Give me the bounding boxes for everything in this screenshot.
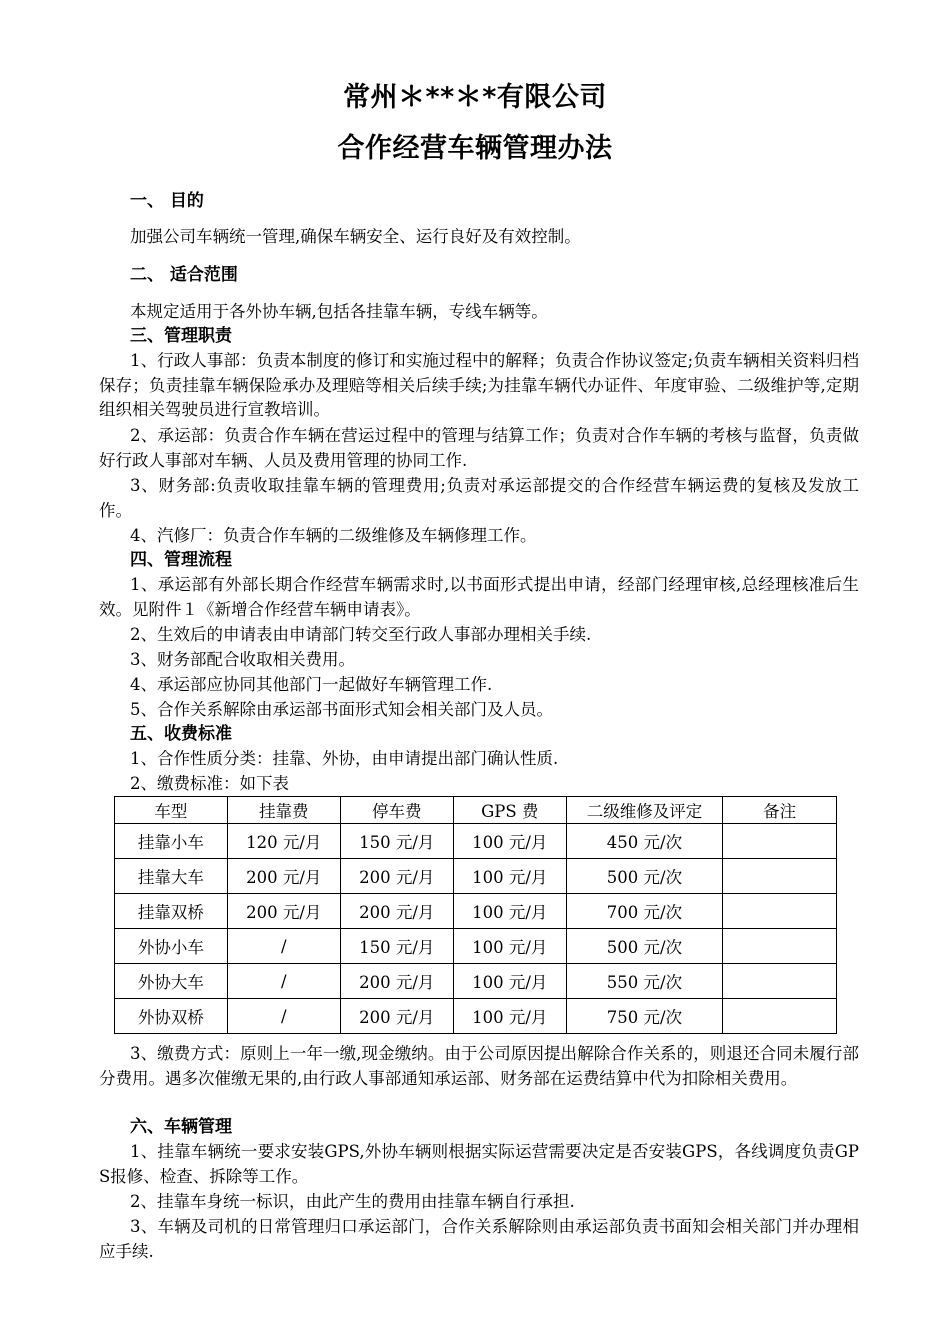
purpose-text: 加强公司车辆统一管理,确保车辆安全、运行良好及有效控制。 [130, 227, 581, 246]
table-cell: 150 元/月 [340, 929, 453, 964]
table-cell: 150 元/月 [340, 824, 453, 859]
table-cell: 200 元/月 [340, 859, 453, 894]
section-heading-vehicle-management: 六、车辆管理 [130, 1117, 232, 1137]
table-row [115, 894, 837, 929]
table-cell: / [227, 964, 340, 999]
table-cell: 外协双桥 [115, 999, 228, 1034]
vehicle-gps-rule: 1、挂靠车辆统一要求安装GPS,外协车辆则根据实际运营需要决定是否安装GPS，各线调度负责GPS报修、检查、拆除等工作。 [99, 1142, 859, 1186]
section-heading-purpose: 一、 目的 [130, 191, 204, 211]
process-step-2: 2、生效后的申请表由申请部门转交至行政人事部办理相关手续. [130, 625, 592, 644]
fee-table-header-row [115, 797, 837, 824]
table-cell: 100 元/月 [453, 929, 566, 964]
table-cell: 500 元/次 [566, 859, 722, 894]
table-cell: 200 元/月 [340, 964, 453, 999]
table-cell: 外协大车 [115, 964, 228, 999]
table-row [115, 824, 837, 859]
company-name: 常州＊**＊*有限公司 [343, 82, 607, 113]
table-cell: 750 元/次 [566, 999, 722, 1034]
header-vehicle-type: 车型 [115, 797, 228, 824]
process-step-4: 4、承运部应协同其他部门一起做好车辆管理工作. [130, 675, 493, 694]
table-cell [723, 859, 837, 894]
responsibility-garage: 4、汽修厂：负责合作车辆的二级维修及车辆修理工作。 [130, 526, 537, 545]
table-row [115, 999, 837, 1034]
section-heading-scope: 二、 适合范围 [130, 265, 238, 285]
table-cell [723, 964, 837, 999]
table-cell: 200 元/月 [227, 859, 340, 894]
payment-method: 3、缴费方式：原则上一年一缴,现金缴纳。由于公司原因提出解除合作关系的，则退还合同未履行部分费用。遇多次催缴无果的,由行政人事部通知承运部、财务部在运费结算中代为扣除相关费用。 [99, 1044, 859, 1088]
responsibility-finance: 3、财务部:负责收取挂靠车辆的管理费用;负责对承运部提交的合作经营车辆运费的复核及发放工作。 [99, 476, 859, 520]
document-title: 合作经营车辆管理办法 [337, 133, 613, 164]
table-cell: 450 元/次 [566, 824, 722, 859]
header-gps-fee: GPS 费 [453, 797, 566, 824]
vehicle-marking-rule: 2、挂靠车身统一标识，由此产生的费用由挂靠车辆自行承担. [130, 1192, 575, 1211]
section-heading-fees: 五、收费标准 [130, 724, 232, 744]
process-step-5: 5、合作关系解除由承运部书面形式知会相关部门及人员。 [130, 700, 553, 719]
table-cell: 100 元/月 [453, 894, 566, 929]
table-cell: 挂靠小车 [115, 824, 228, 859]
table-cell [723, 999, 837, 1034]
table-cell: 100 元/月 [453, 859, 566, 894]
responsibility-hr: 1、行政人事部：负责本制度的修订和实施过程中的解释；负责合作协议签定;负责车辆相关资料归档保存；负责挂靠车辆保险承办及理赔等相关后续手续;为挂靠车辆代办证件、年度审验、二级维护等,定期组织相关驾驶员进行宣教培训。 [99, 351, 859, 420]
table-cell: 100 元/月 [453, 824, 566, 859]
table-cell: 200 元/月 [340, 999, 453, 1034]
header-remarks: 备注 [723, 797, 837, 824]
section-heading-process: 四、管理流程 [130, 550, 232, 570]
header-parking-fee: 停车费 [340, 797, 453, 824]
fee-table [114, 796, 837, 1034]
table-cell: 500 元/次 [566, 929, 722, 964]
table-row [115, 859, 837, 894]
process-step-3: 3、财务部配合收取相关费用。 [130, 650, 355, 669]
table-cell: 200 元/月 [340, 894, 453, 929]
table-cell: 200 元/月 [227, 894, 340, 929]
table-cell: 挂靠双桥 [115, 894, 228, 929]
table-row [115, 964, 837, 999]
table-cell [723, 929, 837, 964]
vehicle-daily-management: 3、车辆及司机的日常管理归口承运部门，合作关系解除则由承运部负责书面知会相关部门并办理相应手续. [99, 1217, 859, 1261]
header-maintenance-fee: 二级维修及评定 [566, 797, 722, 824]
table-cell: 挂靠大车 [115, 859, 228, 894]
table-cell: / [227, 999, 340, 1034]
table-cell: 100 元/月 [453, 999, 566, 1034]
table-cell: 700 元/次 [566, 894, 722, 929]
responsibility-transport: 2、承运部：负责合作车辆在营运过程中的管理与结算工作；负责对合作车辆的考核与监督，负责做好行政人事部对车辆、人员及费用管理的协同工作. [99, 426, 859, 470]
table-cell: / [227, 929, 340, 964]
fee-standard-intro: 2、缴费标准：如下表 [130, 774, 289, 793]
table-row [115, 929, 837, 964]
table-cell: 120 元/月 [227, 824, 340, 859]
table-cell [723, 824, 837, 859]
header-affiliation-fee: 挂靠费 [227, 797, 340, 824]
scope-text: 本规定适用于各外协车辆,包括各挂靠车辆，专线车辆等。 [130, 302, 548, 321]
section-heading-responsibilities: 三、管理职责 [130, 326, 232, 346]
table-cell: 100 元/月 [453, 964, 566, 999]
table-cell: 550 元/次 [566, 964, 722, 999]
process-step-1: 1、承运部有外部长期合作经营车辆需求时,以书面形式提出申请，经部门经理审核,总经理核准后生效。见附件１《新增合作经营车辆申请表》。 [99, 575, 859, 619]
table-cell [723, 894, 837, 929]
table-cell: 外协小车 [115, 929, 228, 964]
fee-classification: 1、合作性质分类：挂靠、外协，由申请提出部门确认性质. [130, 749, 559, 768]
